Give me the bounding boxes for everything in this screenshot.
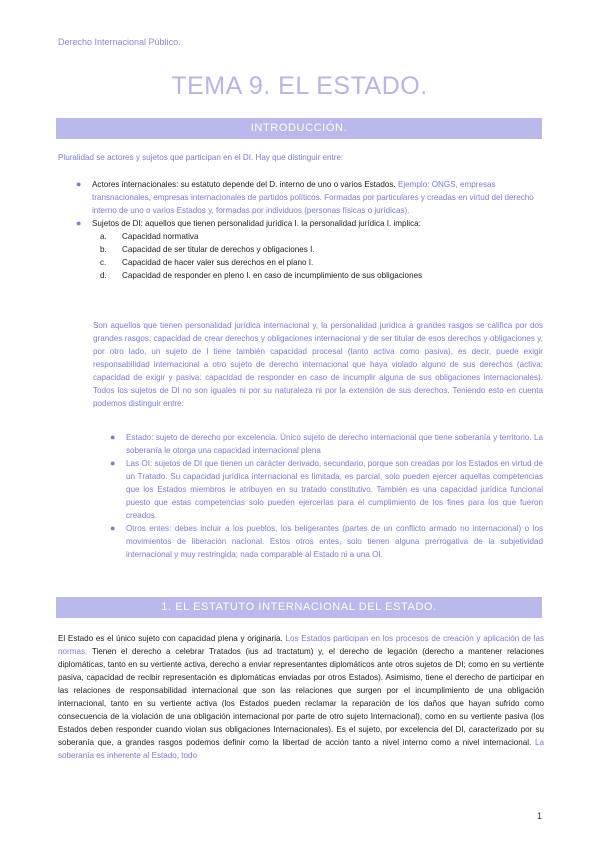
sub-item [92, 230, 544, 243]
intro-lead: Pluralidad se actores y sujetos que participan en el DI. Hay que distinguir entre: [58, 153, 344, 162]
page-title: TEMA 9. EL ESTADO. [171, 72, 428, 100]
sub-text: Capacidad de ser titular de derechos y obligaciones I. [122, 245, 315, 254]
sub-item [92, 243, 544, 256]
sub-text: Capacidad de hacer valer sus derechos en el plano I. [122, 258, 314, 267]
para-span-highlight: La soberanía es inherente al Estado, todo [58, 738, 544, 760]
bullet-icon: ● [110, 523, 116, 533]
section-heading-estatuto: 1. EL ESTATUTO INTERNACIONAL DEL ESTADO. [56, 597, 542, 618]
sujetos-paragraph: Son aquellos que tienen personalidad jurídica internacional y, la personalidad jurídica a grandes rasgos se califica por dos grandes rasgos: capacidad de crear derechos y obligaciones internacional y de ser titular de esos derechos y obligaciones y, por otro lado, un sujeto de I tiene también capacidad procesal (tanto activa como pasiva), es decir, puede exigir responsabilidad internacional a otro sujeto de derecho internacional que haya violado alguno de sus derechos (activa: capacidad de exigir y pasiva: capacidad de responder en caso de incumplir alguna de sus obligaciones internacionales). Todos los sujetos de DI no son iguales ni por su naturaleza ni por la extensión de sus derechos. Teniendo esto en cuenta podemos distinguir entre: [93, 321, 543, 408]
sub-list [92, 230, 544, 282]
list-item-oi [110, 457, 543, 522]
bullet-example: Ejemplo: ONGS, empresas transnacionales, empresas internacionales de partidos políticos. Formadas por particulares y creadas en virtud del derecho interno de uno o varios Estados y, formadas por individuos (personas físicas o jurídicas). [92, 180, 534, 215]
section1-paragraph [58, 632, 544, 762]
list-item-actores [76, 178, 544, 217]
sub-item [92, 269, 544, 282]
sub-text: Capacidad de responder en pleno I. en caso de incumplimiento de sus obligaciones [122, 271, 423, 280]
bullet-text: Otros entes: debes incluir a los pueblos, los beligerantes (partes de un conflicto armado no internacional) o los movimientos de liberación nacional. Estos otros entes, solo tienen alguna prerrogativa de la subjetividad internacional y muy restringida; nada comparable al Estado ni a una OI. [126, 524, 543, 559]
running-header: Derecho Internacional Público. [58, 37, 181, 47]
bullet-text: Las OI: sujetos de DI que tienen un carácter derivado, secundario, porque son creadas por los Estados en virtud de un Tratado. Su capacidad jurídica internacional es limitada, es parcial, solo pueden ejercer aquellas competencias que los Estados miembros le atribuyen en su tratado constitutivo. También es una capacidad jurídica funcional puesto que estas competencias solo pueden ejercerlas para el cumplimiento de los fines para los que fueron creados. [126, 459, 543, 520]
bullet-icon: ● [110, 432, 116, 442]
bullet-text: Actores internacionales: su estatuto depende del D. interno de uno o varios Estados. [92, 180, 398, 189]
bullet-icon: ● [110, 458, 116, 468]
para-span: El Estado es el único sujeto con capacidad plena y originaria. [58, 634, 286, 643]
para-span-highlight: Los Estados participan en los procesos de creación y aplicación de las normas. [58, 634, 544, 656]
para-span-bold: Es el sujeto, por excelencia del DI, caracterizado por su soberanía que, a grandes rasgos podemos definir como la libertad de acción tanto a nivel interno como a nivel internacional. [58, 725, 544, 747]
list-item-sujetos [76, 217, 544, 282]
sub-item [92, 256, 544, 269]
list-item-estado [110, 431, 543, 457]
bullet-icon: ● [76, 179, 82, 189]
bullet-text: Estado: sujeto de derecho por excelencia. Único sujeto de derecho internacional que tiene soberanía y territorio. La soberanía le otorga una capacidad internacional plena [126, 433, 543, 455]
sub-text: Capacidad normativa [122, 232, 199, 241]
bullet-text: Sujetos de DI: aquellos que tienen personalidad jurídica I. la personalidad jurídica I. implica: [92, 219, 421, 228]
list-item-otros-entes [110, 522, 543, 561]
section-heading-introduccion: INTRODUCCIÓN. [56, 118, 542, 139]
para-span: Tienen el derecho a celebrar Tratados (ius ad tractatum) y, el derecho de legación (derecho a mantener relaciones diplomáticas, tanto en su vertiente activa, derecho a enviar representantes diplomáticos ante otros sujetos de DI; como en su vertiente pasiva, capacidad de recibir representación es diplomáticas enviadas por otros Estados). Asimismo, tiene el derecho de participar en las relaciones de responsabilidad internacional que son las relaciones que surgen por el incumplimiento de una obligación internacional, tanto en su vertiente activa (los Estados pueden reclamar la reparación de los daños que hayan sufrido como consecuencia de la violación de una obligación internacional por parte de otro sujeto Internacional), como en su vertiente pasiva (los Estados deben responder cuando violan sus obligaciones Internacionales). [58, 647, 544, 734]
intro-list [76, 178, 544, 282]
sujetos-types-list [110, 431, 543, 561]
bullet-icon: ● [76, 218, 82, 228]
sub-letter: c. [100, 258, 107, 267]
sub-letter: a. [100, 232, 107, 241]
sub-letter: b. [100, 245, 107, 254]
sub-letter: d. [100, 271, 107, 280]
page-number: 1 [536, 811, 542, 821]
